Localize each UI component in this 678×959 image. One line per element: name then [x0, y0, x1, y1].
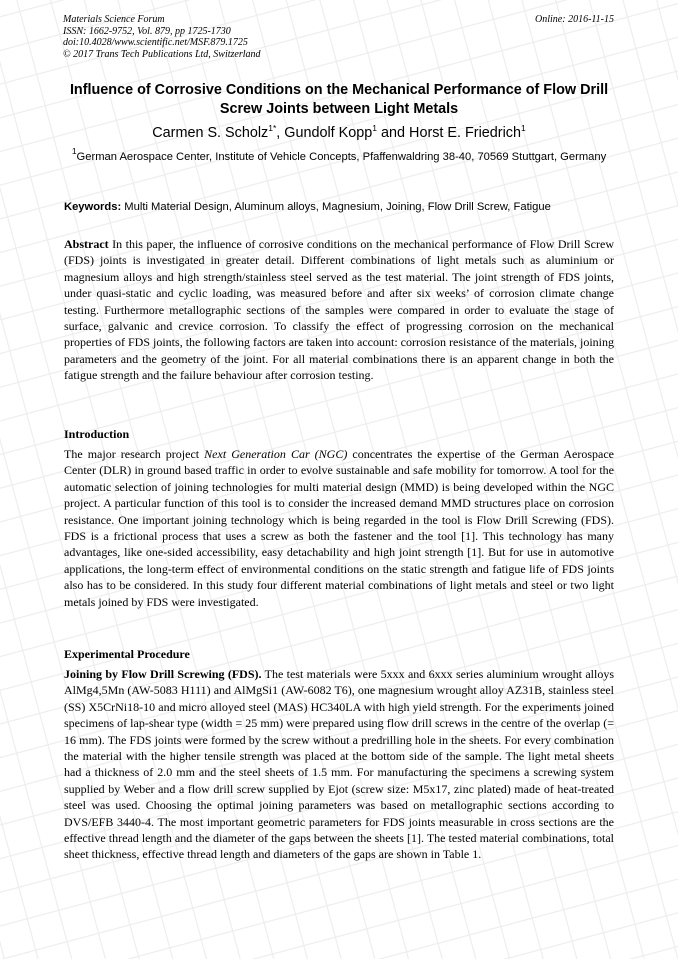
- author-1-affiliation-marker: 1*: [268, 123, 277, 133]
- introduction-paragraph: [64, 446, 614, 610]
- project-name: Next Generation Car (NGC): [204, 447, 348, 461]
- keywords-label: Keywords:: [64, 201, 122, 213]
- author-1: Carmen S. Scholz: [152, 125, 269, 141]
- abstract-text: In this paper, the influence of corrosive conditions on the mechanical performance of Flow Drill Screw (FDS) joints is investigated in greater detail. Different combinations of light metals such as aluminium or magnesium alloys and high strength/stainless steel served as the test material. The joint strength of FDS joints, under quasi-static and cyclic loading, was measured before and after six weeks’ of corrosion climate change testing. Furthermore metallographic sections of the samples were compared in order to evaluate the stage of surface, galvanic and crevice corrosion. To classify the effect of progressing corrosion on the mechanical properties of FDS joints, the following factors are taken into account: corrosion resistance of the materials, joining parameters and the geometry of the joint. For all material combinations there is an apparent change in both the fatigue strength and the failure behaviour after corrosion testing.: [64, 237, 614, 383]
- online-date: Online: 2016-11-15: [535, 14, 614, 25]
- introduction-text-rest: concentrates the expertise of the German Aerospace Center (DLR) in ground based traffic in order to evolve sustainable and safe mobility for tomorrow. A tool for the automatic selection of joining technologies for multi material design (MMD) is being developed within the NGC project. A particular function of this tool is to consider the increased demand MMD structures place on corrosion resistance. One important joining technology which is being regarded in the tool is Flow Drill Screwing (FDS). FDS is a frictional process that uses a screw as both the fastener and the tool [1]. This technology has many advantages, like one-sided accessibility, easy detachability and high joint strength [1]. But for use in automotive applications, the long-term effect of environmental conditions on the static strength and fatigue life of FDS joints also has to be considered. In this study four different material combinations of light metals and steel or two light metals joined by FDS were investigated.: [64, 447, 614, 609]
- experimental-paragraph: [64, 666, 614, 863]
- keywords-line: [64, 199, 624, 215]
- experimental-heading: Experimental Procedure: [64, 647, 190, 661]
- journal-header: [63, 14, 261, 60]
- author-3: Horst E. Friedrich: [409, 125, 521, 141]
- journal-issn: ISSN: 1662-9752, Vol. 879, pp 1725-1730: [63, 25, 231, 37]
- author-separator: and: [377, 125, 410, 141]
- journal-name: Materials Science Forum: [63, 14, 165, 25]
- keywords-text: Multi Material Design, Aluminum alloys, Magnesium, Joining, Flow Drill Screw, Fatigue: [121, 201, 551, 213]
- introduction-text-start: The major research project: [64, 447, 205, 461]
- journal-doi[interactable]: doi:10.4028/www.scientific.net/MSF.879.1725: [63, 37, 248, 48]
- paper-title: Influence of Corrosive Conditions on the Mechanical Performance of Flow Drill Screw Joints between Light Metals: [69, 82, 609, 117]
- abstract-paragraph: [64, 236, 614, 384]
- journal-copyright: © 2017 Trans Tech Publications Ltd, Switzerland: [63, 48, 261, 60]
- abstract-label: Abstract: [64, 237, 109, 251]
- affiliation: [64, 146, 614, 165]
- affiliation-text: German Aerospace Center, Institute of Vehicle Concepts, Pfaffenwaldring 38-40, 70569 Stuttgart, Germany: [76, 151, 607, 163]
- author-separator: ,: [276, 125, 285, 141]
- author-2-affiliation-marker: 1: [372, 123, 378, 133]
- author-2: Gundolf Kopp: [284, 125, 373, 141]
- subsection-lead: Joining by Flow Drill Screwing (FDS).: [64, 667, 262, 681]
- affiliation-marker: 1: [71, 146, 77, 156]
- author-list: [64, 124, 614, 142]
- introduction-heading: Introduction: [64, 427, 130, 441]
- experimental-text: The test materials were 5xxx and 6xxx series aluminium wrought alloys AlMg4,5Mn (AW-5083 H111) and AlMgSi1 (AW-6082 T6), one magnesium wrought alloy AZ31B, stainless steel (SS) X5CrNi18-10 and micro alloyed steel (MAS) HC340LA with high yield strength. For the experiments joined specimens of lap-shear type (width = 25 mm) were prepared using flow drill screws in the centre of the overlap (= 16 mm). The FDS joints were formed by the screw without a predrilling hole in the sheets. For every combination the material with the higher tensile strength was placed at the bottom side of the sample. The light metal sheets had a thickness of 2.0 mm and the steel sheets of 1.5 mm. For manufacturing the specimens a screwing system supplied by Weber and a flow drill screw supplied by Ejot (screw size: M5x17, zinc plated) made of heat-treated steel was used. Choosing the optimal joining parameters was based on metallographic sections according to DVS/EFB 3440-4. The most important geometric parameters for FDS joints measurable in cross sections are the effective thread length and the diameter of the gaps between the sheets [1]. The tested material combinations, total sheet thickness, effective thread length and diameters of the gaps are shown in Table 1.: [64, 667, 614, 862]
- author-3-affiliation-marker: 1: [521, 123, 526, 133]
